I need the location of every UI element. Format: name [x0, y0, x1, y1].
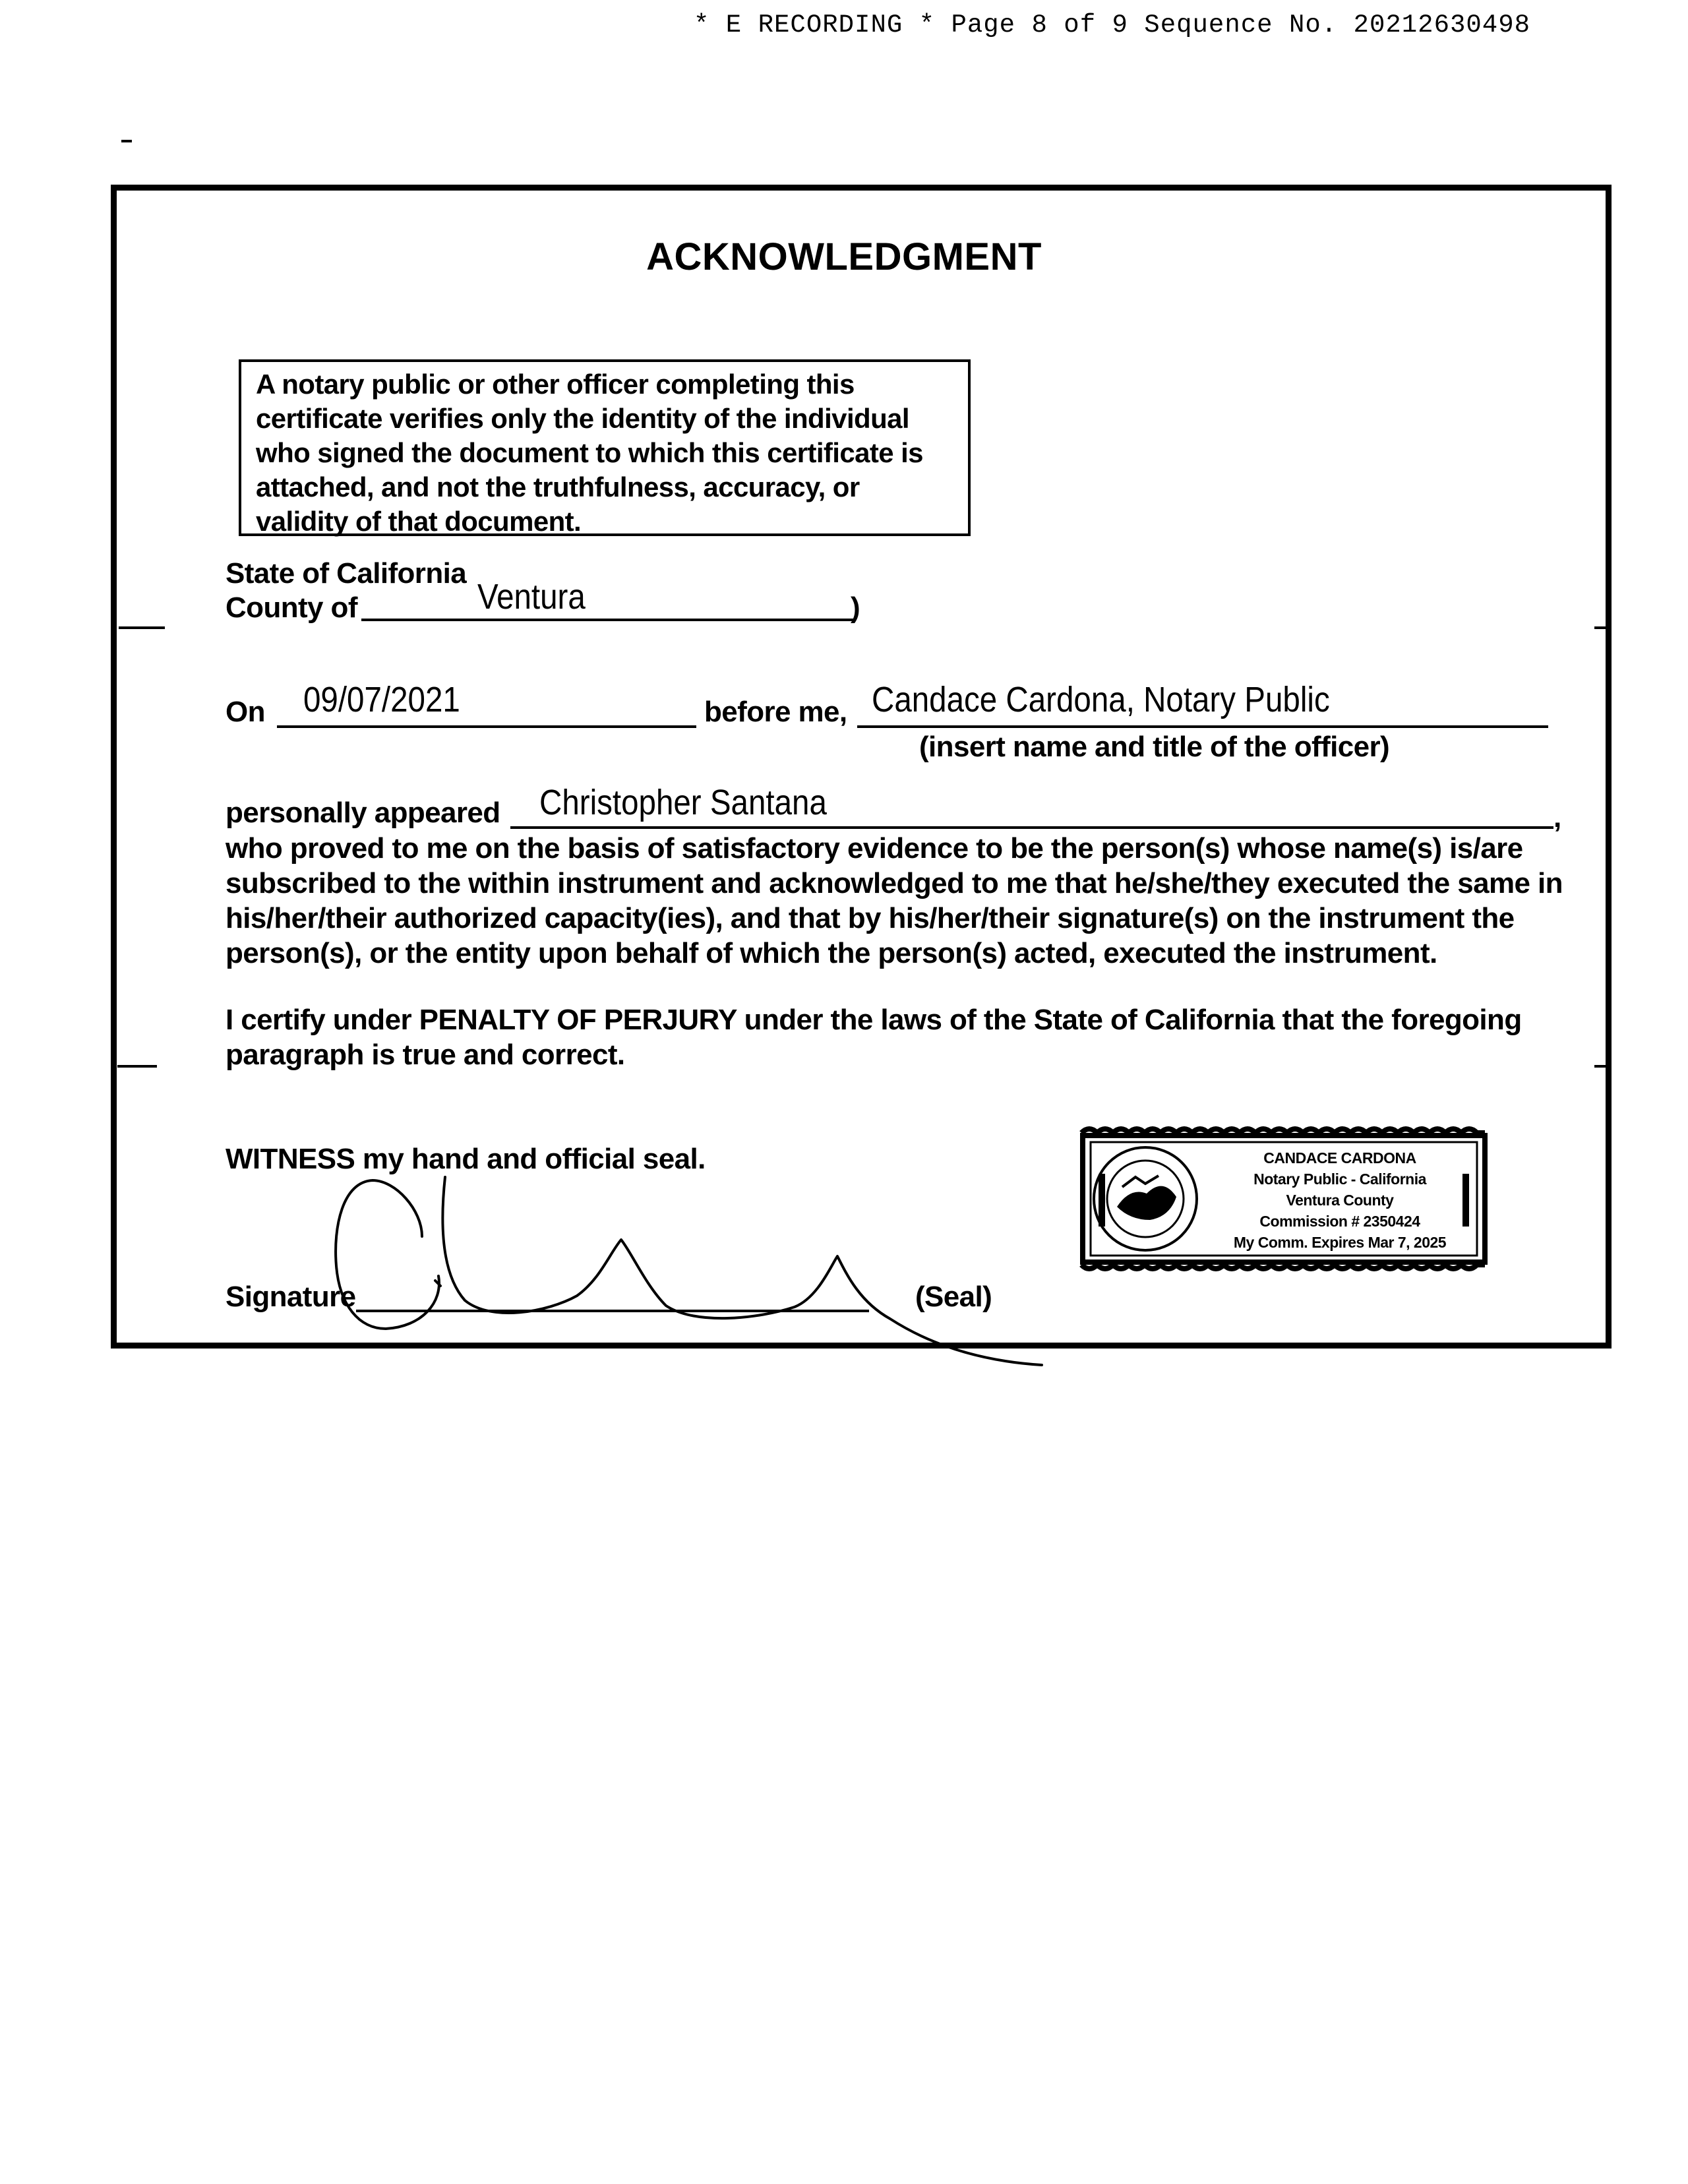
stamp-county: Ventura County [1286, 1192, 1394, 1209]
certify-paragraph: I certify under PENALTY OF PERJURY under the laws of the State of California that the foregoing paragraph is true and correct. [226, 1004, 1522, 1071]
before-label: before me, [704, 696, 847, 728]
stamp-notary-title: Notary Public - California [1253, 1170, 1426, 1188]
officer-hint: (insert name and title of the officer) [919, 731, 1390, 763]
notary-stamp [1076, 1121, 1492, 1276]
appeared-label: personally appeared [226, 797, 500, 829]
appeared-value: Christopher Santana [539, 783, 827, 822]
county-value: Ventura [477, 577, 586, 617]
witness-text: WITNESS my hand and official seal. [226, 1143, 706, 1175]
disclaimer-line: certificate verifies only the identity of the individual [256, 403, 909, 434]
page-title: ACKNOWLEDGMENT [646, 235, 1042, 278]
proof-paragraph: who proved to me on the basis of satisfactory evidence to be the person(s) whose name(s) is/are subscribed to the within instrument and acknowledged to me that he/she/they executed the same in his/her/their authorized capacity(ies), and that by his/her/their signature(s) on the instrument the person(s), or the entity upon behalf of which the person(s) acted, executed the instrument. [226, 832, 1563, 969]
county-paren: ) [851, 592, 860, 624]
stamp-commission: Commission # 2350424 [1259, 1213, 1420, 1230]
stamp-expiration: My Comm. Expires Mar 7, 2025 [1233, 1234, 1447, 1251]
officer-value: Candace Cardona, Notary Public [872, 680, 1330, 719]
disclaimer-line: attached, and not the truthfulness, accuracy, or [256, 471, 860, 502]
state-label: State of California [226, 557, 467, 590]
disclaimer-line: validity of that document. [256, 506, 582, 537]
stamp-text [1195, 1147, 1485, 1253]
stamp-notary-name: CANDACE CARDONA [1263, 1149, 1416, 1167]
signature-label: Signature [226, 1281, 356, 1313]
county-label: County of [226, 592, 357, 624]
seal-label: (Seal) [915, 1281, 992, 1313]
disclaimer-line: who signed the document to which this certificate is [256, 437, 923, 468]
recording-header: * E RECORDING * Page 8 of 9 Sequence No. 20212630498 [694, 11, 1530, 40]
date-value: 09/07/2021 [303, 680, 460, 719]
on-label: On [226, 696, 265, 728]
appeared-comma: , [1553, 801, 1561, 834]
disclaimer-line: A notary public or other officer completing this [256, 369, 855, 400]
